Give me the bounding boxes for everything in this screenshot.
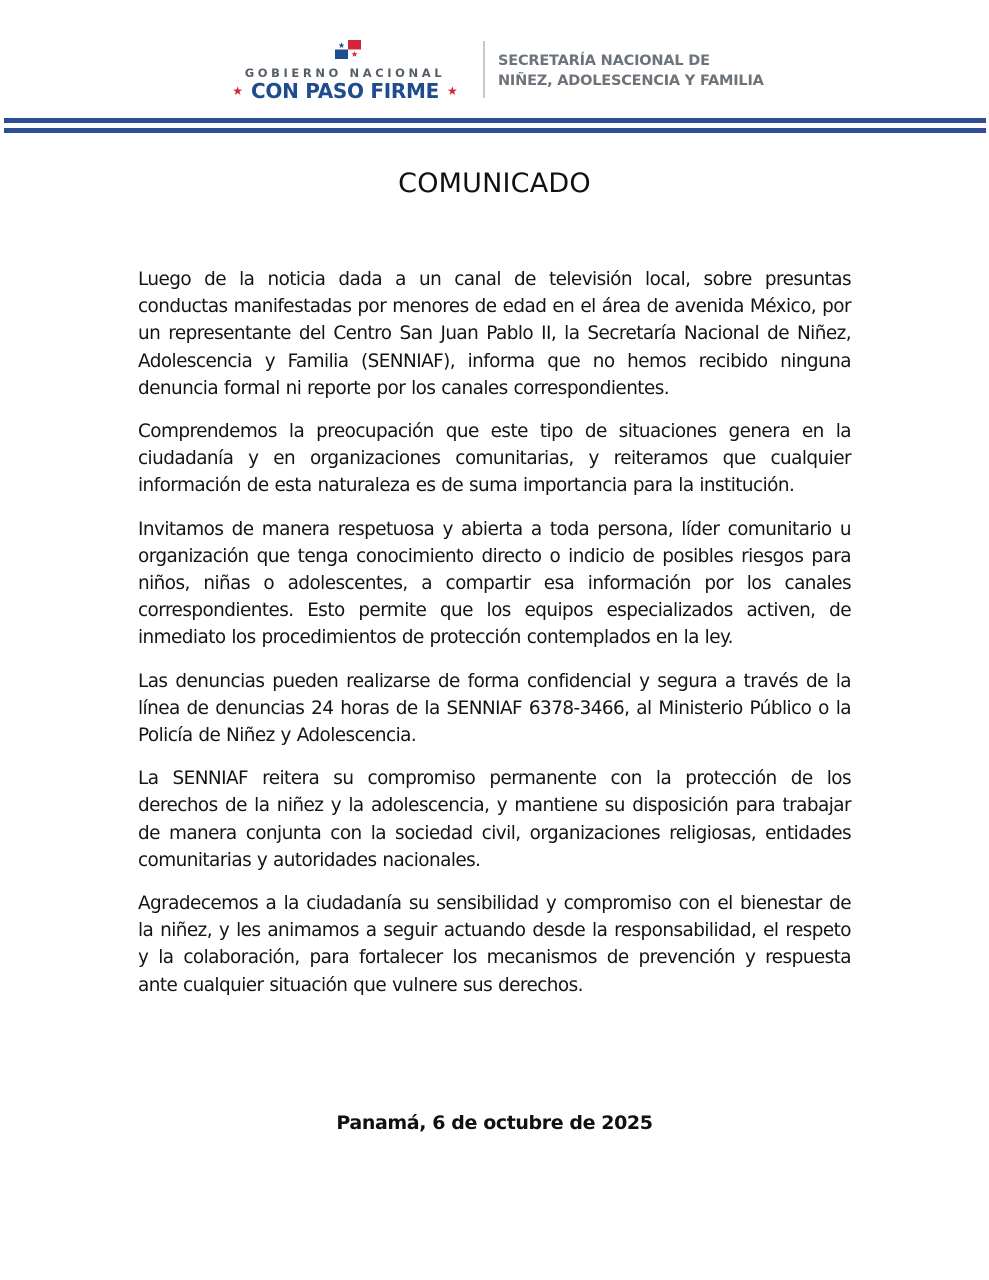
government-logo [222, 40, 468, 102]
header-rule-top [4, 118, 986, 123]
header-rule-bottom [4, 128, 986, 133]
header-divider [483, 41, 485, 98]
place-and-date: Panamá, 6 de octubre de 2025 [336, 1112, 653, 1134]
agency-name [498, 51, 764, 91]
star-icon: ★ [446, 84, 458, 98]
paragraph: Agradecemos a la ciudadanía su sensibilidad y compromiso con el bienestar de la niñez, y les animamos a seguir actuando desde la responsabilidad, el respeto y la colaboración, para fortalecer los mecanismos de prevención y respuesta ante cualquier situación que vulnere sus derechos. [138, 893, 851, 996]
agency-name-line-2: NIÑEZ, ADOLESCENCIA Y FAMILIA [498, 73, 764, 89]
slogan-row [222, 79, 468, 103]
paragraph: Invitamos de manera respetuosa y abierta a toda persona, líder comunitario u organización que tenga conocimiento directo o indicio de posibles riesgos para niños, niñas o adolescentes, a compartir esa información por los canales correspondientes. Esto permite que los equipos especializados activen, de inmediato los procedimientos de protección contemplados en la ley. [138, 518, 851, 649]
government-line: GOBIERNO NACIONAL [244, 66, 446, 80]
document-body [138, 266, 851, 1015]
document-title: COMUNICADO [398, 168, 591, 199]
paragraph: Comprendemos la preocupación que este tipo de situaciones genera en la ciudadanía y en organizaciones comunitarias, y reiteramos que cualquier información de esta naturaleza es de suma importancia para la institución. [138, 421, 851, 497]
slogan: CON PASO FIRME [251, 79, 439, 103]
paragraph: La SENNIAF reitera su compromiso permanente con la protección de los derechos de la niñez y la adolescencia, y mantiene su disposición para trabajar de manera conjunta con la sociedad civil, organizaciones religiosas, entidades comunitarias y autoridades nacionales. [138, 768, 851, 871]
star-icon: ★ [232, 84, 244, 98]
paragraph: Las denuncias pueden realizarse de forma confidencial y segura a través de la línea de denuncias 24 horas de la SENNIAF 6378-3466, al Ministerio Público o la Policía de Niñez y Adolescencia. [138, 670, 851, 747]
agency-name-line-1: SECRETARÍA NACIONAL DE [498, 53, 710, 69]
letterhead [0, 0, 989, 115]
panama-flag-icon [335, 40, 361, 59]
paragraph: Luego de la noticia dada a un canal de televisión local, sobre presuntas conductas manifestadas por menores de edad en el área de avenida México, por un representante del Centro San Juan Pablo II, la Secretaría Nacional de Niñez, Adolescencia y Familia (SENNIAF), informa que no hemos recibido ninguna denuncia formal ni reporte por los canales correspondientes. [138, 269, 851, 399]
